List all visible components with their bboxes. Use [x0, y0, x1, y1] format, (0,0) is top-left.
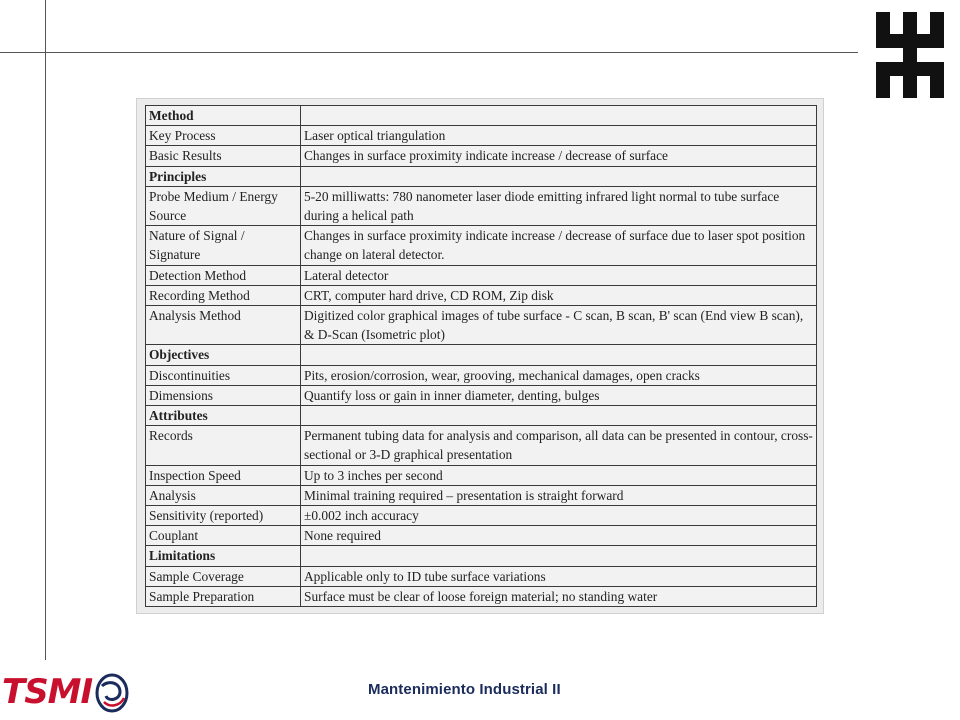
row-value: Applicable only to ID tube surface variations	[301, 566, 817, 586]
table-row	[146, 186, 817, 225]
row-value	[301, 166, 817, 186]
table-row	[146, 465, 817, 485]
table-row	[146, 526, 817, 546]
section-heading: Limitations	[146, 546, 301, 566]
row-value: Minimal training required – presentation is straight forward	[301, 485, 817, 505]
tsmi-logo-text: TSMI	[2, 672, 93, 712]
row-label: Dimensions	[146, 385, 301, 405]
table-section-row	[146, 546, 817, 566]
row-label: Records	[146, 426, 301, 465]
table-row	[146, 265, 817, 285]
row-value: Digitized color graphical images of tube surface - C scan, B scan, B' scan (End view B scan), & D-Scan (Isometric plot)	[301, 306, 817, 345]
row-value: None required	[301, 526, 817, 546]
table-row	[146, 586, 817, 606]
utn-logo-icon	[872, 12, 948, 98]
row-label: Key Process	[146, 126, 301, 146]
row-value	[301, 345, 817, 365]
row-label: Probe Medium / Energy Source	[146, 186, 301, 225]
row-label: Analysis Method	[146, 306, 301, 345]
table-row	[146, 285, 817, 305]
row-value: Changes in surface proximity indicate increase / decrease of surface	[301, 146, 817, 166]
row-value: Up to 3 inches per second	[301, 465, 817, 485]
row-label: Sensitivity (reported)	[146, 506, 301, 526]
slide-vertical-guide-line	[45, 0, 46, 660]
table-section-row	[146, 406, 817, 426]
row-value: ±0.002 inch accuracy	[301, 506, 817, 526]
specification-table	[145, 105, 817, 607]
section-heading: Principles	[146, 166, 301, 186]
table-row	[146, 385, 817, 405]
method-specification-table-image	[136, 98, 824, 614]
table-row	[146, 306, 817, 345]
row-label: Sample Coverage	[146, 566, 301, 586]
row-label: Detection Method	[146, 265, 301, 285]
table-row	[146, 506, 817, 526]
row-label: Discontinuities	[146, 365, 301, 385]
table-row	[146, 146, 817, 166]
row-value: Changes in surface proximity indicate increase / decrease of surface due to laser spot position change on lateral detector.	[301, 226, 817, 265]
table-section-row	[146, 106, 817, 126]
section-heading: Objectives	[146, 345, 301, 365]
row-label: Recording Method	[146, 285, 301, 305]
row-value: Laser optical triangulation	[301, 126, 817, 146]
row-value	[301, 546, 817, 566]
table-row	[146, 426, 817, 465]
row-value: Permanent tubing data for analysis and comparison, all data can be presented in contour, cross-sectional or 3-D graphical presentation	[301, 426, 817, 465]
row-value	[301, 106, 817, 126]
section-heading: Attributes	[146, 406, 301, 426]
row-value: 5-20 milliwatts: 780 nanometer laser diode emitting infrared light normal to tube surface during a helical path	[301, 186, 817, 225]
row-label: Couplant	[146, 526, 301, 546]
table-row	[146, 566, 817, 586]
tsmi-logo	[2, 668, 132, 718]
row-value: Quantify loss or gain in inner diameter, denting, bulges	[301, 385, 817, 405]
row-label: Nature of Signal / Signature	[146, 226, 301, 265]
row-value: Surface must be clear of loose foreign material; no standing water	[301, 586, 817, 606]
slide-horizontal-guide-line	[0, 52, 858, 53]
row-value: CRT, computer hard drive, CD ROM, Zip disk	[301, 285, 817, 305]
table-row	[146, 126, 817, 146]
row-value: Pits, erosion/corrosion, wear, grooving, mechanical damages, open cracks	[301, 365, 817, 385]
row-value	[301, 406, 817, 426]
table-row	[146, 365, 817, 385]
row-label: Analysis	[146, 485, 301, 505]
swirl-emblem-icon	[94, 672, 130, 714]
table-section-row	[146, 166, 817, 186]
row-value: Lateral detector	[301, 265, 817, 285]
row-label: Sample Preparation	[146, 586, 301, 606]
table-section-row	[146, 345, 817, 365]
footer-course-title: Mantenimiento Industrial II	[368, 681, 561, 698]
section-heading: Method	[146, 106, 301, 126]
table-row	[146, 226, 817, 265]
row-label: Inspection Speed	[146, 465, 301, 485]
table-row	[146, 485, 817, 505]
row-label: Basic Results	[146, 146, 301, 166]
